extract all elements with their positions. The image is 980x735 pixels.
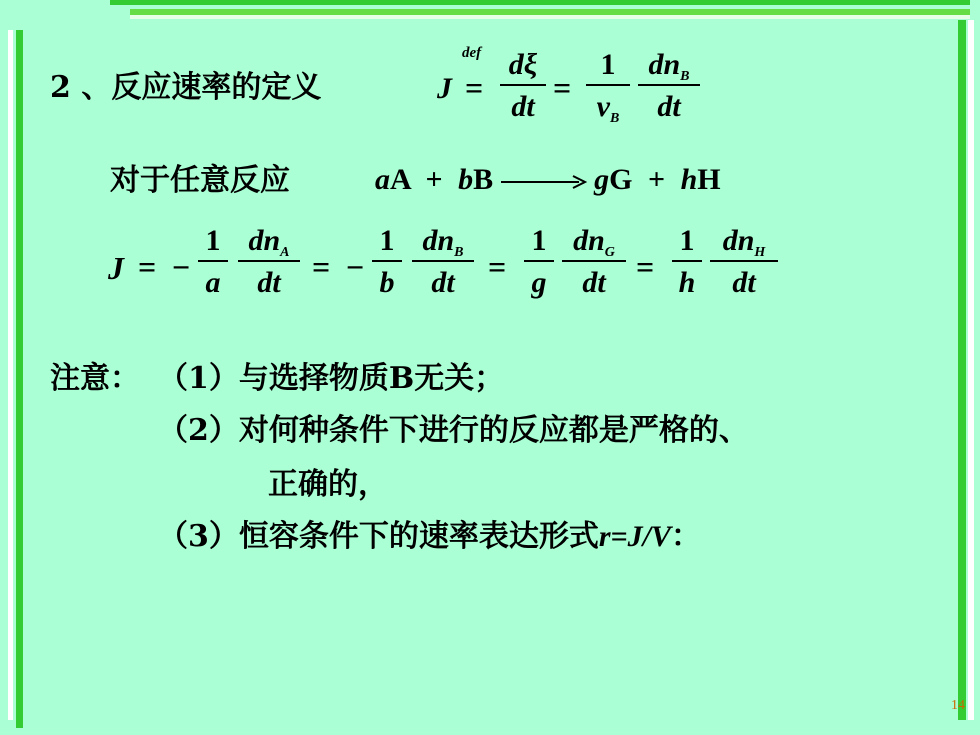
- term1-coef: [198, 226, 228, 298]
- term3-coef-num: 1: [531, 224, 547, 257]
- plus-1: +: [425, 163, 443, 196]
- term2-deriv-den: dt: [431, 266, 455, 299]
- note-item-3: [158, 519, 701, 554]
- coef-g: g: [594, 163, 610, 196]
- term2-sign: −: [346, 249, 365, 285]
- def-label: def: [462, 45, 482, 61]
- def-frac2-den-nu: ν: [596, 90, 610, 123]
- species-A: A: [390, 163, 411, 196]
- plus-2: +: [647, 163, 666, 196]
- term2-coef-den: b: [379, 266, 395, 299]
- term1-deriv-den: dt: [257, 266, 281, 299]
- def-frac2-num: 1: [600, 48, 616, 81]
- exp-J: J: [108, 250, 124, 286]
- term3-deriv: [562, 226, 626, 298]
- term1-eq: =: [312, 249, 331, 285]
- term2-deriv-sub: B: [454, 245, 464, 260]
- reaction-arrow-icon: [501, 172, 587, 192]
- coef-a: a: [375, 163, 390, 196]
- term1-coef-num: 1: [205, 224, 221, 257]
- note-item-3-end: ：: [671, 519, 701, 554]
- term1-deriv-num: dn: [248, 224, 281, 257]
- term3-coef-den: g: [531, 266, 547, 299]
- term2-eq: =: [488, 249, 507, 285]
- def-frac-1-nu: [586, 48, 630, 126]
- def-frac3-num-sub: B: [680, 69, 690, 84]
- left-bar-dark: [16, 30, 23, 728]
- note-item-2-line2: 正确的，: [268, 467, 388, 502]
- term3-deriv-num: dn: [573, 224, 605, 257]
- def-frac-dnB-dt: [638, 50, 700, 122]
- term4-deriv: [710, 226, 778, 298]
- def-equals-1: =: [465, 70, 484, 106]
- right-bar-light: [968, 20, 974, 720]
- term3-deriv-den: dt: [582, 266, 606, 299]
- term2-deriv: [412, 226, 474, 298]
- term4-deriv-num: dn: [722, 224, 755, 257]
- def-frac2-den-sub: B: [609, 111, 620, 126]
- term1-deriv: [238, 226, 300, 298]
- reaction-intro: 对于任意反应: [110, 163, 290, 198]
- term4-coef-num: 1: [679, 224, 695, 257]
- note-item-3-text: （3）恒容条件下的速率表达形式: [158, 519, 599, 554]
- coef-h: h: [680, 163, 698, 196]
- top-bar-dark: [110, 0, 970, 5]
- term2-deriv-num: dn: [422, 224, 455, 257]
- right-bar-dark: [958, 20, 966, 720]
- term4-deriv-den: dt: [732, 266, 756, 299]
- def-equals-2: =: [553, 70, 572, 106]
- note-item-2-line1: （2）对何种条件下进行的反应都是严格的、: [158, 413, 749, 448]
- reaction-equation: [375, 165, 721, 195]
- note-item-3-formula: r=J/V: [598, 520, 671, 553]
- term1-deriv-sub: A: [280, 245, 290, 260]
- term3-eq: =: [636, 249, 655, 285]
- term2-coef: [372, 226, 402, 298]
- def-frac1-num: dξ: [508, 48, 538, 81]
- def-frac-dxi-dt: [500, 50, 546, 122]
- term3-deriv-sub: G: [604, 245, 615, 260]
- term2-coef-num: 1: [379, 224, 395, 257]
- species-G: G: [609, 163, 633, 196]
- species-B: B: [473, 163, 494, 196]
- def-J: J: [437, 72, 452, 105]
- term4-coef-den: h: [678, 266, 696, 299]
- notes-label: 注意：: [50, 361, 140, 396]
- page-number: 14: [951, 698, 965, 713]
- note-item-1: （1）与选择物质B无关；: [158, 361, 505, 396]
- term4-coef: [672, 226, 702, 298]
- species-H: H: [697, 163, 721, 196]
- top-bar-pale: [130, 15, 970, 19]
- term1-coef-den: a: [205, 266, 221, 299]
- def-frac3-num: dn: [648, 48, 681, 81]
- exp-equals: =: [138, 249, 157, 285]
- term4-deriv-sub: H: [754, 245, 766, 260]
- section-heading: 2 、反应速率的定义: [50, 70, 322, 105]
- def-frac3-den: dt: [657, 90, 681, 123]
- left-bar-light: [8, 30, 13, 720]
- def-frac1-den: dt: [511, 90, 535, 123]
- coef-b: b: [458, 163, 474, 196]
- term1-sign: −: [172, 249, 191, 285]
- term3-coef: [524, 226, 554, 298]
